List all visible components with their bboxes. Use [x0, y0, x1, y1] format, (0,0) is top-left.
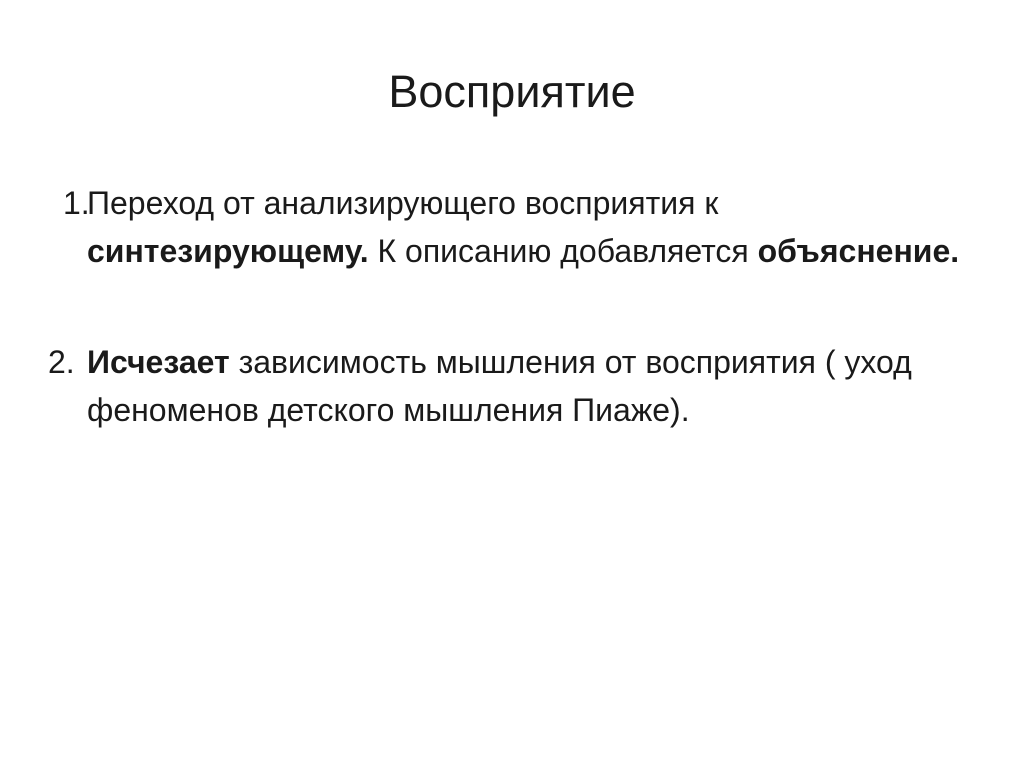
- list-item-text: [87, 338, 967, 434]
- list-item-text: [87, 179, 967, 275]
- text-segment: К описанию добавляется: [368, 233, 758, 269]
- text-segment-bold: объяснение.: [757, 233, 960, 269]
- text-segment: зависимость мышления от восприятия ( уход феноменов детского мышления Пиаже).: [87, 344, 912, 428]
- list-item-number: 1.: [63, 185, 90, 221]
- slide-title: Восприятие: [388, 66, 636, 117]
- list-item-number: 2.: [48, 344, 75, 380]
- list-item: [63, 179, 967, 275]
- text-segment-bold: Исчезает: [87, 344, 230, 380]
- text-segment-bold: синтезирующему.: [87, 233, 369, 269]
- text-segment: Переход от анализирующего восприятия к: [87, 185, 719, 221]
- list-item: [48, 338, 967, 434]
